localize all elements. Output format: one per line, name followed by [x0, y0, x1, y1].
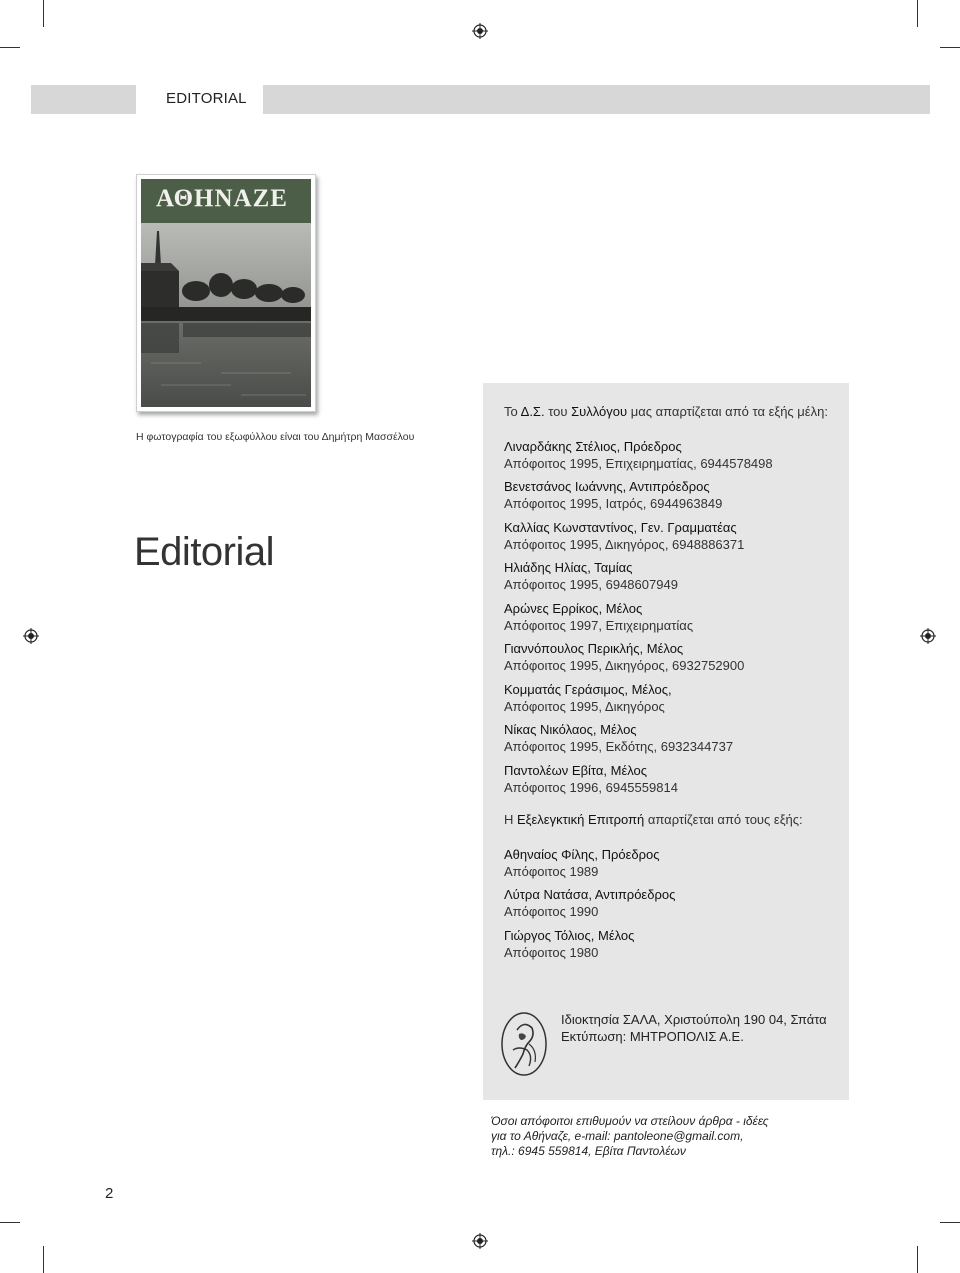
section-label: EDITORIAL — [166, 90, 247, 107]
board-member — [504, 721, 733, 755]
crop-mark — [43, 0, 44, 27]
member-details: Απόφοιτος 1996, 6945559814 — [504, 780, 678, 795]
board-member — [504, 478, 722, 512]
member-name: Βενετσάνος Ιωάννης, Αντιπρόεδρος — [504, 479, 710, 494]
intro-highlight: Δ.Σ. — [520, 404, 545, 419]
member-name: Γιώργος Τόλιος, Μέλος — [504, 928, 635, 943]
printing-line: Εκτύπωση: ΜΗΤΡΟΠΟΛΙΣ Α.Ε. — [561, 1029, 744, 1044]
member-details: Απόφοιτος 1995, Εκδότης, 6932344737 — [504, 739, 734, 754]
board-member — [504, 762, 678, 796]
crop-mark — [917, 1246, 918, 1273]
intro-highlight: Εξελεγκτική Επιτροπή — [517, 812, 645, 827]
board-member — [504, 559, 678, 593]
page-number: 2 — [105, 1185, 114, 1202]
audit-member — [504, 846, 660, 880]
registration-mark-icon — [23, 628, 39, 644]
member-details: Απόφοιτος 1989 — [504, 864, 599, 879]
registration-mark-icon — [472, 23, 488, 39]
intro-text: του — [544, 404, 572, 419]
board-intro — [504, 404, 828, 419]
ownership-line: Ιδιοκτησία ΣΑΛΑ, Χριστούπολη 190 04, Σπάτα — [561, 1012, 827, 1027]
member-details: Απόφοιτος 1995, 6948607949 — [504, 577, 678, 592]
member-name: Γιαννόπουλος Περικλής, Μέλος — [504, 641, 684, 656]
member-details: Απόφοιτος 1995, Επιχειρηματίας, 6944578498 — [504, 456, 773, 471]
member-name: Κομματάς Γεράσιμος, Μέλος, — [504, 682, 672, 697]
member-name: Καλλίας Κωνσταντίνος, Γεν. Γραμματέας — [504, 520, 737, 535]
crop-mark — [0, 47, 20, 48]
board-member — [504, 681, 672, 715]
member-name: Αθηναίος Φίλης, Πρόεδρος — [504, 847, 660, 862]
contact-note-line: τηλ.: 6945 559814, Εβίτα Παντολέων — [491, 1144, 686, 1158]
board-member — [504, 519, 744, 553]
magazine-cover-image — [136, 174, 316, 412]
member-details: Απόφοιτος 1995, Ιατρός, 6944963849 — [504, 496, 723, 511]
audit-member — [504, 886, 675, 920]
registration-mark-icon — [920, 628, 936, 644]
header-bar-left — [31, 85, 136, 114]
crop-mark — [43, 1246, 44, 1273]
member-details: Απόφοιτος 1990 — [504, 904, 599, 919]
intro-highlight: Συλλόγου — [571, 404, 628, 419]
member-details: Απόφοιτος 1995, Δικηγόρος, 6932752900 — [504, 658, 745, 673]
crop-mark — [917, 0, 918, 27]
cover-masthead — [141, 179, 311, 223]
member-name: Λύτρα Νατάσα, Αντιπρόεδρος — [504, 887, 676, 902]
audit-member — [504, 927, 634, 961]
member-name: Νίκας Νικόλαος, Μέλος — [504, 722, 637, 737]
association-logo-icon — [499, 1010, 549, 1078]
intro-text: μας απαρτίζεται από τα εξής μέλη: — [627, 404, 828, 419]
intro-text: Η — [504, 812, 517, 827]
member-details: Απόφοιτος 1995, Δικηγόρος, 6948886371 — [504, 537, 745, 552]
cover-caption: Η φωτογραφία του εξωφύλλου είναι του Δημήτρη Μασσέλου — [136, 431, 415, 443]
cover-title: ΑΘΗΝΑΖΕ — [156, 185, 288, 212]
header-bar-right — [263, 85, 930, 114]
board-member — [504, 640, 744, 674]
member-details: Απόφοιτος 1995, Δικηγόρος — [504, 699, 665, 714]
member-details: Απόφοιτος 1980 — [504, 945, 599, 960]
member-name: Ηλιάδης Ηλίας, Ταμίας — [504, 560, 633, 575]
member-details: Απόφοιτος 1997, Επιχειρηματίας — [504, 618, 694, 633]
audit-intro — [504, 812, 803, 827]
contact-note-line: για το Αθήναζε, e-mail: pantoleone@gmail.com, — [491, 1129, 744, 1143]
registration-mark-icon — [472, 1233, 488, 1249]
crop-mark — [940, 47, 960, 48]
contact-note-line: Όσοι απόφοιτοι επιθυμούν να στείλουν άρθρα - ιδέες — [491, 1114, 769, 1128]
board-member — [504, 600, 693, 634]
member-name: Λιναρδάκης Στέλιος, Πρόεδρος — [504, 439, 682, 454]
member-name: Παντολέων Εβίτα, Μέλος — [504, 763, 648, 778]
cover-photo — [141, 223, 311, 407]
intro-text: απαρτίζεται από τους εξής: — [644, 812, 803, 827]
page-title: Editorial — [134, 530, 275, 574]
crop-mark — [940, 1222, 960, 1223]
board-member — [504, 438, 773, 472]
intro-text: Το — [504, 404, 521, 419]
member-name: Αρώνες Ερρίκος, Μέλος — [504, 601, 643, 616]
crop-mark — [0, 1222, 20, 1223]
